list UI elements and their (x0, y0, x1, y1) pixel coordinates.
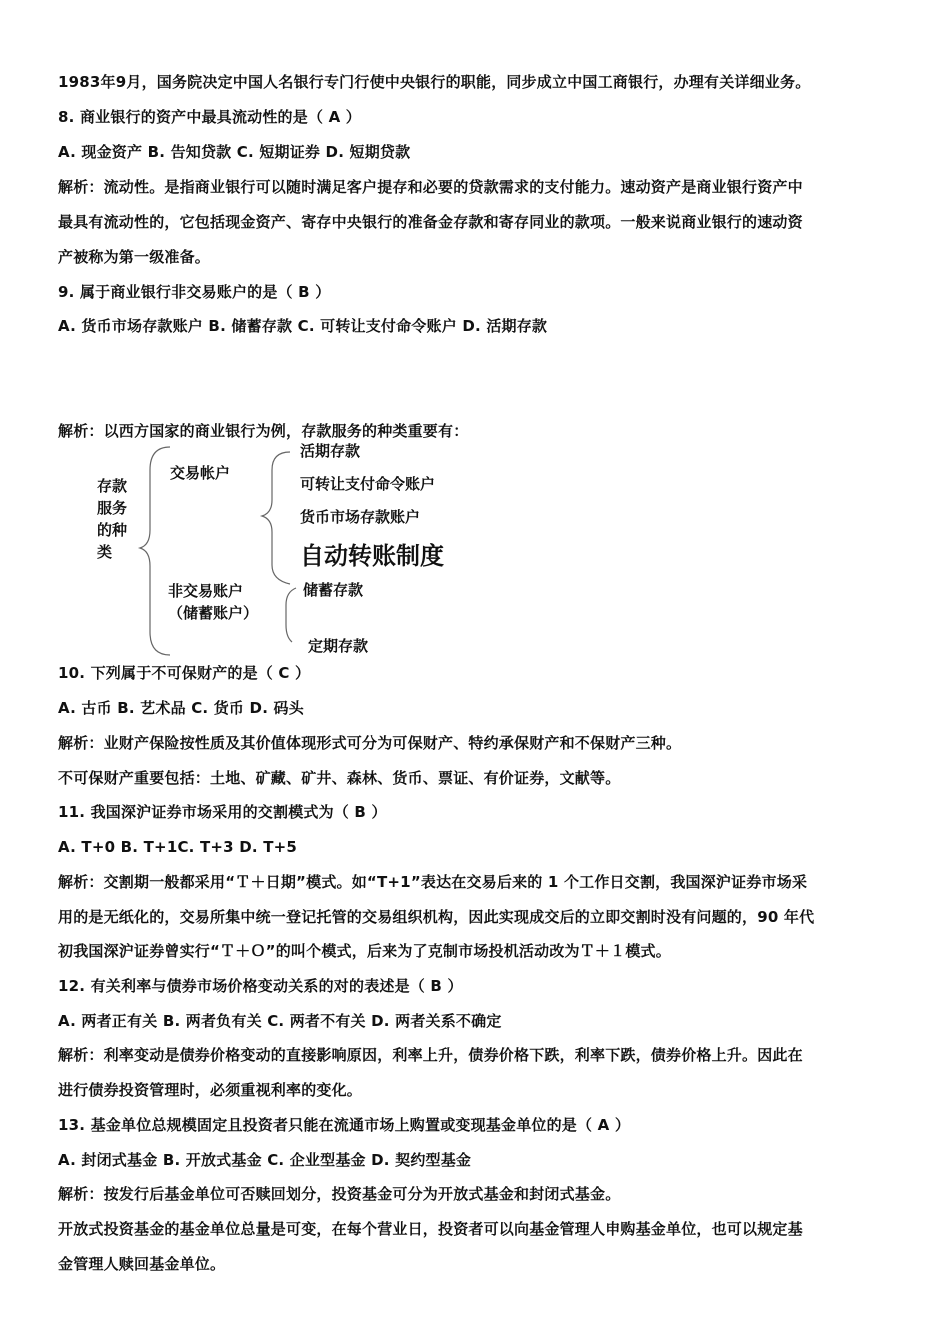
diagram-item-demand: 活期存款 (300, 442, 361, 460)
diagram-root-label: 存款服务的种类 (97, 477, 128, 561)
analysis-9: 解析：以西方国家的商业银行为例，存款服务的种类重要有： (58, 422, 469, 440)
analysis-13-line-1: 解析：按发行后基金单位可否赎回划分，投资基金可分为开放式基金和封闭式基金。 (58, 1185, 621, 1203)
brace-trade-account (262, 452, 290, 584)
question-13-options: A. 封闭式基金 B. 开放式基金 C. 企业型基金 D. 契约型基金 (58, 1151, 472, 1169)
analysis-13-line-3: 金管理人赎回基金单位。 (58, 1255, 226, 1273)
diagram-item-savings: 储蓄存款 (303, 581, 364, 599)
analysis-12-line-2: 进行债券投资管理时，必须重视利率的变化。 (58, 1081, 363, 1099)
diagram-item-now: 可转让支付命令账户 (300, 475, 436, 493)
analysis-10-line-2: 不可保财产重要包括：土地、矿藏、矿井、森林、货币、票证、有价证券，文献等。 (58, 769, 621, 787)
diagram-trade-account: 交易帐户 (170, 464, 231, 482)
text-line-1: 1983年9月，国务院决定中国人名银行专门行使中央银行的职能，同步成立中国工商银行，办理有关详细业务。 (58, 73, 811, 91)
diagram-item-auto: 自动转账制度 (300, 542, 444, 570)
question-9-options: A. 货币市场存款账户 B. 储蓄存款 C. 可转让支付命令账户 D. 活期存款 (58, 317, 548, 335)
diagram-item-time: 定期存款 (308, 637, 369, 655)
analysis-11-line-1: 解析：交割期一般都采用“Ｔ＋日期”模式。如“T+1”表达在交易后来的 1 个工作日交割，我国深沪证券市场采 (58, 873, 808, 891)
analysis-12-line-1: 解析：利率变动是债券价格变动的直接影响原因，利率上升，债券价格下跌，利率下跌，债券价格上升。因此在 (58, 1046, 803, 1064)
diagram-nontrade-account-sub: （储蓄账户） (168, 604, 259, 622)
question-12-options: A. 两者正有关 B. 两者负有关 C. 两者不有关 D. 两者关系不确定 (58, 1012, 502, 1030)
question-8-options: A. 现金资产 B. 告知贷款 C. 短期证券 D. 短期贷款 (58, 143, 411, 161)
question-11-options: A. T+0 B. T+1C. T+3 D. T+5 (58, 838, 298, 856)
question-8: 8. 商业银行的资产中最具流动性的是（ A ） (58, 108, 362, 126)
analysis-13-line-2: 开放式投资基金的基金单位总量是可变，在每个营业日，投资者可以向基金管理人申购基金单位，也可以规定基 (58, 1220, 803, 1238)
question-11: 11. 我国深沪证券市场采用的交割模式为（ B ） (58, 803, 387, 821)
question-13: 13. 基金单位总规模固定且投资者只能在流通市场上购置或变现基金单位的是（ A ） (58, 1116, 631, 1134)
diagram-item-mmda: 货币市场存款账户 (300, 508, 421, 526)
question-12: 12. 有关利率与债券市场价格变动关系的对的表述是（ B ） (58, 977, 463, 995)
question-10-options: A. 古币 B. 艺术品 C. 货币 D. 码头 (58, 699, 304, 717)
analysis-11-line-3: 初我国深沪证券曾实行“Ｔ＋Ｏ”的叫个模式，后来为了克制市场投机活动改为Ｔ＋１模式。 (58, 942, 671, 960)
diagram-nontrade-account: 非交易账户 (168, 582, 244, 600)
brace-nontrade-account (286, 588, 296, 642)
analysis-8-line-1: 解析：流动性。是指商业银行可以随时满足客户提存和必要的贷款需求的支付能力。速动资产是商业银行资产中 (58, 178, 803, 196)
question-9: 9. 属于商业银行非交易账户的是（ B ） (58, 283, 331, 301)
brace-root (140, 447, 170, 655)
analysis-8-line-2: 最具有流动性的，它包括现金资产、寄存中央银行的准备金存款和寄存同业的款项。一般来说商业银行的速动资 (58, 213, 803, 231)
analysis-10-line-1: 解析：业财产保险按性质及其价值体现形式可分为可保财产、特约承保财产和不保财产三种。 (58, 734, 682, 752)
analysis-8-line-3: 产被称为第一级准备。 (58, 248, 211, 266)
analysis-11-line-2: 用的是无纸化的，交易所集中统一登记托管的交易组织机构，因此实现成交后的立即交割时没有问题的，90 年代 (58, 908, 815, 926)
question-10: 10. 下列属于不可保财产的是（ C ） (58, 664, 311, 682)
